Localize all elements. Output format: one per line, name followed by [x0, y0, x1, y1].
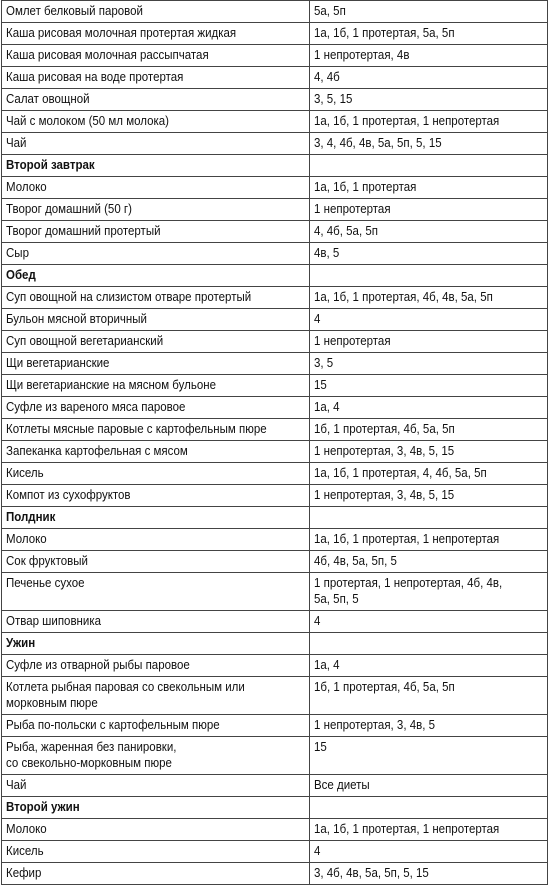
dish-name-text: Сыр — [6, 246, 29, 260]
dish-name-text: Салат овощной — [6, 92, 90, 106]
diet-numbers-cell — [310, 397, 548, 419]
diet-menu-body — [2, 1, 548, 885]
dish-name-text: Кефир — [6, 866, 42, 880]
dish-name-cell — [2, 287, 310, 309]
diet-numbers-text: 1а, 4 — [314, 658, 340, 672]
diet-menu-table — [1, 0, 548, 885]
dish-name-text: Рыба по-польски с картофельным пюре — [6, 718, 220, 732]
diet-numbers-text: 1а, 1б, 1 протертая — [314, 180, 417, 194]
table-row — [2, 111, 548, 133]
diet-numbers-text: 1 непротертая, 3, 4в, 5, 15 — [314, 488, 455, 502]
dish-name-text: Чай — [6, 778, 27, 792]
diet-numbers-cell — [310, 353, 548, 375]
dish-name-text: Каша рисовая на воде протертая — [6, 70, 184, 84]
section-header-row — [2, 507, 548, 529]
table-row — [2, 529, 548, 551]
dish-name-text: Рыба, жаренная без панировки, со свекольно-морковным пюре — [6, 740, 177, 770]
table-row — [2, 819, 548, 841]
section-header-row — [2, 797, 548, 819]
section-header-row — [2, 155, 548, 177]
section-header-row — [2, 633, 548, 655]
dish-name-text: Сок фруктовый — [6, 554, 88, 568]
dish-name-cell — [2, 529, 310, 551]
table-row — [2, 331, 548, 353]
meal-section-title — [2, 507, 310, 529]
diet-numbers-cell — [310, 375, 548, 397]
dish-name-text: Творог домашний (50 г) — [6, 202, 132, 216]
diet-numbers-cell — [310, 441, 548, 463]
dish-name-cell — [2, 23, 310, 45]
dish-name-cell — [2, 1, 310, 23]
diet-numbers-cell — [310, 1, 548, 23]
table-row — [2, 397, 548, 419]
dish-name-cell — [2, 441, 310, 463]
table-row — [2, 199, 548, 221]
diet-numbers-text: 3, 4, 4б, 4в, 5а, 5п, 5, 15 — [314, 136, 442, 150]
diet-numbers-text: 4, 4б, 5а, 5п — [314, 224, 378, 238]
diet-numbers-text: 3, 5 — [314, 356, 334, 370]
dish-name-text: Запеканка картофельная с мясом — [6, 444, 188, 458]
diet-numbers-text: 1а, 1б, 1 протертая, 1 непротертая — [314, 532, 500, 546]
diet-numbers-cell — [310, 573, 548, 611]
dish-name-text: Суфле из вареного мяса паровое — [6, 400, 186, 414]
table-row — [2, 715, 548, 737]
diet-numbers-cell — [310, 633, 548, 655]
section-header-row — [2, 265, 548, 287]
table-row — [2, 863, 548, 885]
diet-numbers-cell — [310, 265, 548, 287]
dish-name-cell — [2, 397, 310, 419]
dish-name-cell — [2, 177, 310, 199]
meal-section-title — [2, 797, 310, 819]
meal-section-title — [2, 633, 310, 655]
table-row — [2, 287, 548, 309]
diet-numbers-cell — [310, 655, 548, 677]
dish-name-cell — [2, 655, 310, 677]
dish-name-cell — [2, 133, 310, 155]
table-row — [2, 441, 548, 463]
diet-numbers-cell — [310, 23, 548, 45]
dish-name-cell — [2, 775, 310, 797]
dish-name-cell — [2, 715, 310, 737]
dish-name-text: Суфле из отварной рыбы паровое — [6, 658, 190, 672]
diet-numbers-cell — [310, 89, 548, 111]
diet-numbers-cell — [310, 737, 548, 775]
diet-numbers-text: 15 — [314, 378, 327, 392]
table-row — [2, 23, 548, 45]
table-row — [2, 573, 548, 611]
table-row — [2, 221, 548, 243]
table-row — [2, 243, 548, 265]
table-row — [2, 841, 548, 863]
dish-name-text: Чай — [6, 136, 27, 150]
dish-name-cell — [2, 45, 310, 67]
table-row — [2, 45, 548, 67]
diet-numbers-cell — [310, 677, 548, 715]
diet-numbers-text: 1 непротертая — [314, 202, 391, 216]
dish-name-cell — [2, 863, 310, 885]
dish-name-cell — [2, 419, 310, 441]
dish-name-cell — [2, 243, 310, 265]
diet-numbers-text: 4, 4б — [314, 70, 340, 84]
diet-numbers-text: 1б, 1 протертая, 4б, 5а, 5п — [314, 680, 455, 694]
diet-numbers-text: 1 непротертая — [314, 334, 391, 348]
diet-numbers-text: 4 — [314, 312, 321, 326]
dish-name-cell — [2, 331, 310, 353]
dish-name-text: Ужин — [6, 636, 36, 650]
dish-name-text: Суп овощной вегетарианский — [6, 334, 164, 348]
table-row — [2, 353, 548, 375]
dish-name-cell — [2, 551, 310, 573]
meal-section-title — [2, 265, 310, 287]
diet-numbers-cell — [310, 463, 548, 485]
dish-name-text: Щи вегетарианские на мясном бульоне — [6, 378, 216, 392]
table-row — [2, 133, 548, 155]
diet-numbers-cell — [310, 419, 548, 441]
diet-numbers-cell — [310, 309, 548, 331]
diet-numbers-text: 4 — [314, 614, 321, 628]
table-row — [2, 611, 548, 633]
dish-name-text: Омлет белковый паровой — [6, 4, 143, 18]
diet-numbers-cell — [310, 67, 548, 89]
diet-numbers-text: 1а, 1б, 1 протертая, 1 непротертая — [314, 114, 500, 128]
dish-name-text: Бульон мясной вторичный — [6, 312, 147, 326]
diet-numbers-text: 4б, 4в, 5а, 5п, 5 — [314, 554, 397, 568]
diet-numbers-text: 1а, 1б, 1 протертая, 4, 4б, 5а, 5п — [314, 466, 487, 480]
dish-name-text: Печенье сухое — [6, 576, 85, 590]
dish-name-text: Молоко — [6, 822, 47, 836]
dish-name-text: Второй завтрак — [6, 158, 95, 172]
dish-name-cell — [2, 221, 310, 243]
dish-name-text: Щи вегетарианские — [6, 356, 110, 370]
dish-name-cell — [2, 573, 310, 611]
dish-name-text: Кисель — [6, 466, 44, 480]
diet-numbers-cell — [310, 133, 548, 155]
table-row — [2, 419, 548, 441]
diet-numbers-cell — [310, 177, 548, 199]
diet-numbers-text: 1а, 1б, 1 протертая, 1 непротертая — [314, 822, 500, 836]
dish-name-cell — [2, 737, 310, 775]
table-row — [2, 551, 548, 573]
diet-numbers-cell — [310, 331, 548, 353]
dish-name-text: Каша рисовая молочная рассыпчатая — [6, 48, 209, 62]
diet-numbers-cell — [310, 45, 548, 67]
table-row — [2, 737, 548, 775]
dish-name-cell — [2, 111, 310, 133]
diet-numbers-cell — [310, 221, 548, 243]
table-row — [2, 309, 548, 331]
dish-name-text: Чай с молоком (50 мл молока) — [6, 114, 169, 128]
diet-numbers-cell — [310, 155, 548, 177]
dish-name-cell — [2, 375, 310, 397]
dish-name-text: Суп овощной на слизистом отваре протертый — [6, 290, 252, 304]
dish-name-text: Творог домашний протертый — [6, 224, 161, 238]
dish-name-cell — [2, 611, 310, 633]
diet-numbers-text: 4 — [314, 844, 321, 858]
diet-numbers-cell — [310, 507, 548, 529]
diet-numbers-text: 3, 4б, 4в, 5а, 5п, 5, 15 — [314, 866, 429, 880]
diet-numbers-text: 3, 5, 15 — [314, 92, 353, 106]
dish-name-text: Второй ужин — [6, 800, 80, 814]
table-row — [2, 677, 548, 715]
diet-numbers-text: 1 непротертая, 3, 4в, 5 — [314, 718, 436, 732]
diet-numbers-cell — [310, 863, 548, 885]
dish-name-cell — [2, 67, 310, 89]
dish-name-text: Обед — [6, 268, 36, 282]
diet-numbers-text: Все диеты — [314, 778, 370, 792]
diet-numbers-cell — [310, 287, 548, 309]
dish-name-text: Отвар шиповника — [6, 614, 102, 628]
diet-numbers-cell — [310, 841, 548, 863]
diet-numbers-text: 1 непротертая, 4в — [314, 48, 410, 62]
diet-numbers-cell — [310, 485, 548, 507]
diet-numbers-cell — [310, 243, 548, 265]
table-row — [2, 67, 548, 89]
diet-numbers-text: 1а, 4 — [314, 400, 340, 414]
diet-numbers-text: 1б, 1 протертая, 4б, 5а, 5п — [314, 422, 455, 436]
dish-name-cell — [2, 677, 310, 715]
dish-name-cell — [2, 353, 310, 375]
dish-name-text: Компот из сухофруктов — [6, 488, 131, 502]
diet-numbers-text: 1 протертая, 1 непротертая, 4б, 4в, 5а, 5п, 5 — [314, 576, 503, 606]
diet-numbers-cell — [310, 611, 548, 633]
diet-numbers-cell — [310, 797, 548, 819]
diet-numbers-cell — [310, 715, 548, 737]
table-row — [2, 485, 548, 507]
dish-name-cell — [2, 485, 310, 507]
dish-name-cell — [2, 463, 310, 485]
dish-name-text: Молоко — [6, 180, 47, 194]
table-row — [2, 89, 548, 111]
dish-name-cell — [2, 89, 310, 111]
diet-numbers-text: 1а, 1б, 1 протертая, 5а, 5п — [314, 26, 455, 40]
diet-numbers-cell — [310, 775, 548, 797]
diet-numbers-text: 1 непротертая, 3, 4в, 5, 15 — [314, 444, 455, 458]
table-row — [2, 1, 548, 23]
diet-numbers-text: 1а, 1б, 1 протертая, 4б, 4в, 5а, 5п — [314, 290, 493, 304]
dish-name-text: Каша рисовая молочная протертая жидкая — [6, 26, 237, 40]
dish-name-text: Котлета рыбная паровая со свекольным или морковным пюре — [6, 680, 245, 710]
diet-numbers-cell — [310, 199, 548, 221]
dish-name-text: Кисель — [6, 844, 44, 858]
table-row — [2, 177, 548, 199]
diet-numbers-cell — [310, 819, 548, 841]
diet-numbers-text: 4в, 5 — [314, 246, 340, 260]
meal-section-title — [2, 155, 310, 177]
dish-name-text: Котлеты мясные паровые с картофельным пюре — [6, 422, 267, 436]
table-row — [2, 775, 548, 797]
dish-name-text: Молоко — [6, 532, 47, 546]
diet-numbers-text: 15 — [314, 740, 327, 754]
diet-numbers-cell — [310, 551, 548, 573]
dish-name-cell — [2, 841, 310, 863]
table-row — [2, 655, 548, 677]
table-row — [2, 375, 548, 397]
dish-name-text: Полдник — [6, 510, 56, 524]
dish-name-cell — [2, 309, 310, 331]
diet-numbers-cell — [310, 111, 548, 133]
diet-numbers-text: 5а, 5п — [314, 4, 346, 18]
dish-name-cell — [2, 819, 310, 841]
dish-name-cell — [2, 199, 310, 221]
diet-numbers-cell — [310, 529, 548, 551]
table-row — [2, 463, 548, 485]
